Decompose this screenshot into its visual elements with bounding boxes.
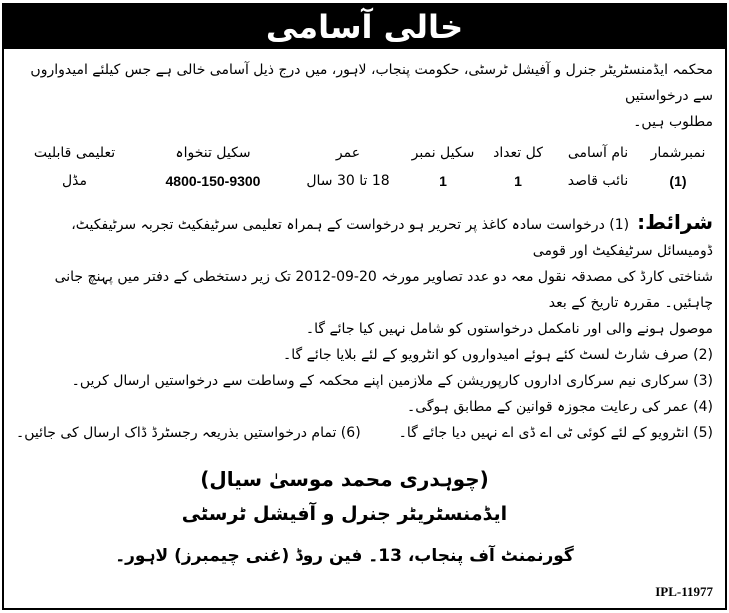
table-row [16, 167, 713, 195]
condition-3: (3) سرکاری نیم سرکاری اداروں کارپوریشن کے ملازمین اپنے محکمہ کے وساطت سے درخواستیں ارسال کریں۔ [71, 373, 713, 389]
ad-title: خالی آسامی [265, 8, 464, 46]
table-header [16, 139, 713, 167]
col-serial: نمبرشمار [650, 145, 706, 161]
ad-border [2, 3, 727, 610]
condition-1-line-2: شناختی کارڈ کی مصدقہ نقول معہ دو عدد تصاویر مورخہ 20-09-2012 تک زیر دستخطی کے دفتر میں پہنچ جانی چاہئیں۔ مقررہ تاریخ کے بعد [54, 269, 713, 311]
col-count: کل تعداد [493, 145, 543, 161]
cell-qualification: مڈل [61, 173, 88, 189]
cell-pay: 4800-150-9300 [165, 173, 261, 189]
col-post: نام آسامی [567, 145, 629, 161]
cell-post: نائب قاصد [567, 173, 629, 189]
conditions-5-6 [16, 420, 713, 446]
signatory-name: (چوہدری محمد موسیٰ سیال) [200, 467, 489, 491]
ad-body [4, 49, 725, 574]
condition-1-text: (1) درخواست سادہ کاغذ پر تحریر ہو درخواست کے ہمراہ تعلیمی سرٹیفکیٹ تجربہ سرٹیفکیٹ، ڈومیسائل سرٹیفکیٹ اور قومی [71, 217, 713, 259]
cell-age: 18 تا 30 سال [306, 173, 390, 189]
condition-1-line-1 [16, 209, 713, 264]
ipl-code: IPL-11977 [655, 584, 713, 599]
col-pay: سکیل تنخواہ [175, 145, 251, 161]
condition-4: (4) عمر کی رعایت مجوزہ قوانین کے مطابق ہوگی۔ [407, 399, 713, 415]
condition-5: (5) انٹرویو کے لئے کوئی ٹی اے ڈی اے نہیں دیا جائے گا۔ [398, 425, 713, 441]
col-age: عمر [335, 145, 361, 161]
cell-count: 1 [514, 173, 522, 189]
ad-header [4, 5, 725, 49]
intro-line-2: مطلوب ہیں۔ [633, 114, 713, 130]
conditions-title: شرائط: [637, 210, 713, 234]
col-qualification: تعلیمی قابلیت [33, 145, 116, 161]
col-scale: سکیل نمبر [411, 145, 475, 161]
intro-line-1: محکمہ ایڈمنسٹریٹر جنرل و آفیشل ٹرسٹی، حکومت پنجاب، لاہور، میں درج ذیل آسامی خالی ہے جس کیلئے امیدواروں سے درخواستیں [30, 62, 713, 104]
cell-scale: 1 [439, 173, 447, 189]
condition-6: (6) تمام درخواستیں بذریعہ رجسٹرڈ ڈاک ارسال کی جائیں۔ [16, 425, 361, 441]
condition-1-line-3: موصول ہونے والی اور نامکمل درخواستوں کو شامل نہیں کیا جائے گا۔ [305, 321, 713, 337]
condition-2: (2) صرف شارٹ لسٹ کئے ہوئے امیدواروں کو انٹرویو کے لئے بلایا جائے گا۔ [283, 347, 713, 363]
cell-serial: (1) [669, 173, 687, 189]
signatory-designation: ایڈمنسٹریٹر جنرل و آفیشل ٹرسٹی [181, 503, 508, 525]
signatory-address: گورنمنٹ آف پنجاب، 13۔ فین روڈ (غنی چیمبرز) لاہور۔ [115, 546, 574, 566]
